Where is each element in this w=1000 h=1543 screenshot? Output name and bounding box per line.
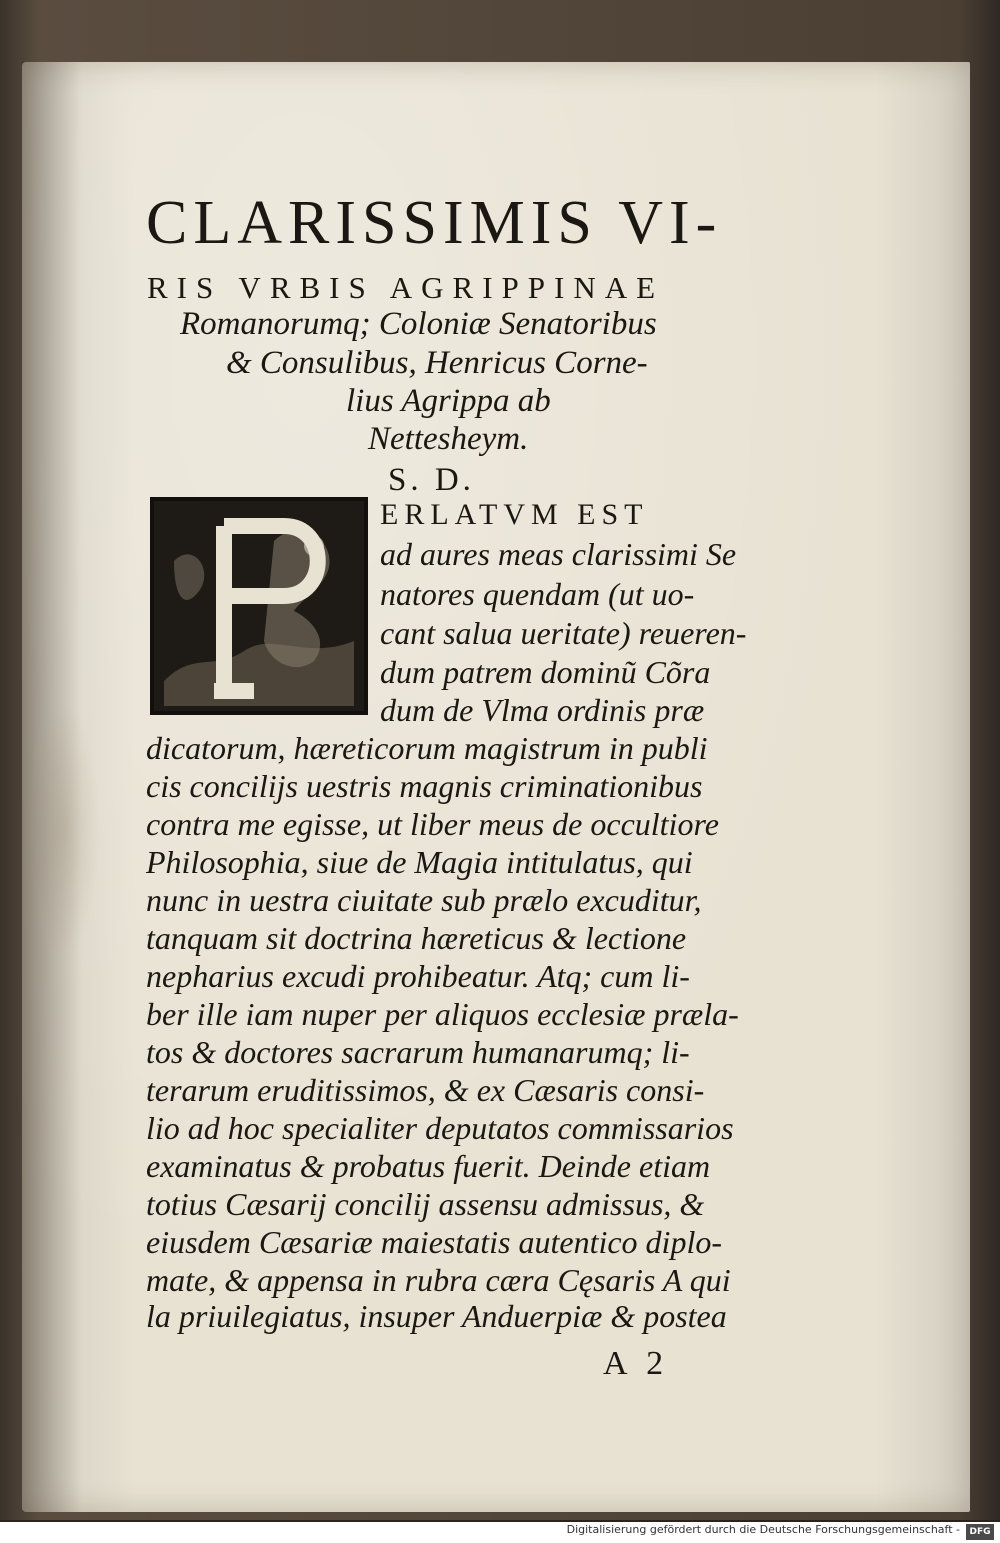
initial-woodcut-icon (154, 501, 364, 711)
line-text: cant salua ueritate) reueren- (380, 615, 747, 651)
decorated-initial (150, 497, 368, 715)
body-line (146, 1224, 722, 1261)
line-text: cis concilijs uestris magnis criminationibus (146, 768, 703, 804)
body-line (146, 844, 693, 881)
line-text: terarum eruditissimos, & ex Cæsaris consi- (146, 1072, 705, 1108)
line-text: examinatus & probatus fuerit. Deinde etiam (146, 1148, 711, 1184)
body-line (146, 1298, 727, 1335)
line-text: tanquam sit doctrina hæreticus & lectione (146, 920, 687, 956)
title-line-4: & Consulibus, Henricus Corne- (226, 345, 648, 381)
body-line (146, 730, 707, 767)
footer-credit: Digitalisierung gefördert durch die Deutsche Forschungsgemeinschaft - (566, 1523, 960, 1536)
line-text: lio ad hoc specialiter deputatos commissarios (146, 1110, 734, 1146)
body-line (146, 1110, 734, 1147)
title-line-1: CLARISSIMIS VI- (146, 189, 723, 257)
body-line (146, 806, 719, 843)
body-line (146, 1262, 731, 1299)
line-text: la priuilegiatus, insuper Anduerpiæ & postea (146, 1298, 727, 1334)
line-text: totius Cæsarij concilij assensu admissus, & (146, 1186, 705, 1222)
body-line (146, 1186, 704, 1223)
body-line (146, 1148, 710, 1185)
line-text: mate, & appensa in rubra cæra Cęsaris A qui (146, 1262, 731, 1298)
line-text: eiusdem Cæsariæ maiestatis autentico diplo- (146, 1224, 722, 1260)
body-line (146, 768, 702, 805)
title-line-2: RIS VRBIS AGRIPPINAE (147, 270, 665, 305)
title-line-6: Nettesheym. (368, 421, 529, 457)
line-text: nepharius excudi prohibeatur. Atq; cum li- (146, 958, 690, 994)
dfg-logo: DFG (966, 1524, 994, 1540)
body-line (380, 615, 746, 652)
line-text: ber ille iam nuper per aliquos ecclesiæ præla- (146, 996, 739, 1032)
body-line (380, 654, 710, 691)
page-stain (30, 700, 100, 960)
body-line (146, 1072, 704, 1109)
body-line (146, 1034, 690, 1071)
body-line (380, 692, 704, 729)
line-text: nunc in uestra ciuitate sub prælo excuditur, (146, 882, 702, 918)
line-text: contra me egisse, ut liber meus de occultiore (146, 806, 719, 842)
line-text: dum de Vlma ordinis præ (380, 692, 705, 728)
line-text: natores quendam (ut uo- (380, 576, 695, 612)
signature-mark: A 2 (603, 1345, 670, 1382)
body-line (146, 882, 702, 919)
opening-words: ERLATVM EST (380, 498, 649, 531)
line-text: Philosophia, siue de Magia intitulatus, qui (146, 844, 693, 880)
line-text: tos & doctores sacrarum humanarumq; li- (146, 1034, 690, 1070)
body-line (146, 958, 690, 995)
salutation: S. D. (388, 462, 475, 498)
title-line-5: lius Agrippa ab (346, 383, 551, 419)
body-line (380, 495, 649, 532)
body-line (380, 576, 694, 613)
title-line-3: Romanorumq; Coloniæ Senatoribus (180, 306, 657, 342)
line-text: dicatorum, hæreticorum magistrum in publi (146, 730, 708, 766)
line-text: ad aures meas clarissimi Se (380, 536, 737, 572)
line-text: dum patrem dominũ Cõra (380, 654, 711, 690)
body-line (146, 996, 739, 1033)
body-line (146, 920, 686, 957)
body-line (380, 536, 736, 573)
